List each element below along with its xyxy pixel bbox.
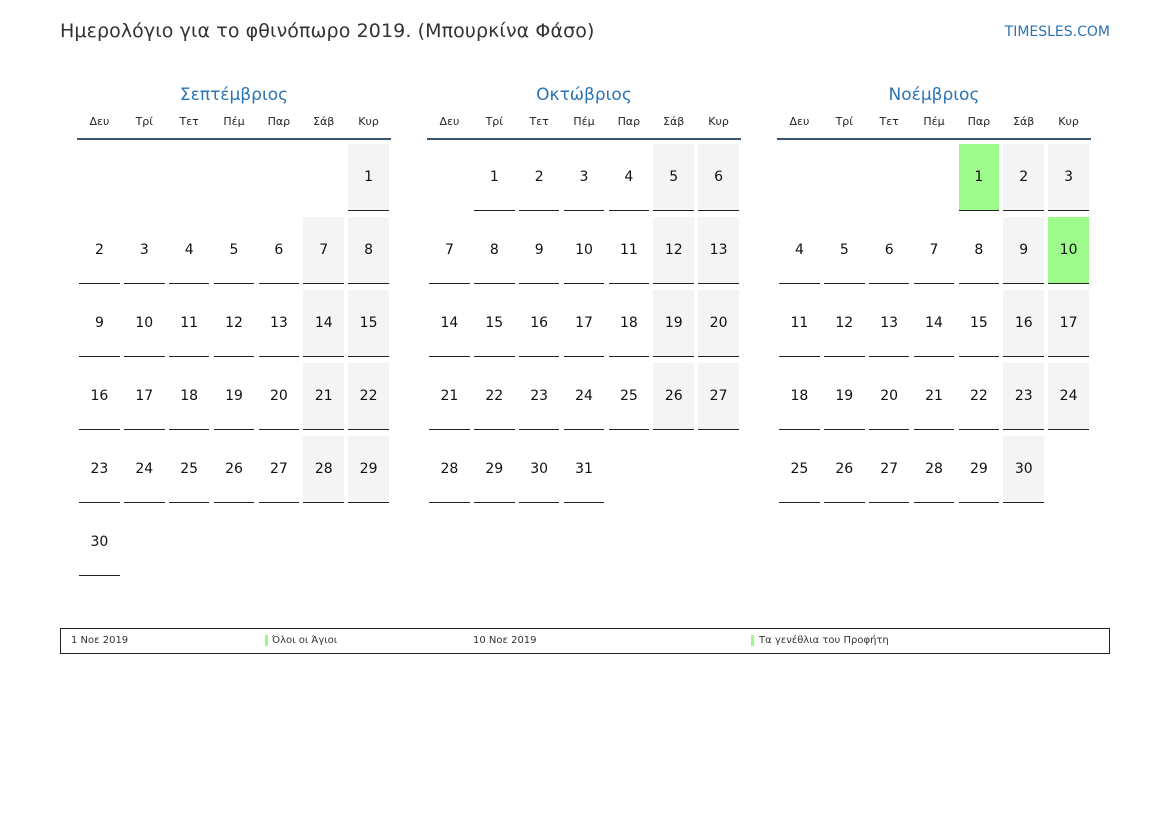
day-cell: 2	[79, 217, 119, 284]
weekday-label: Παρ	[267, 115, 291, 128]
day-cell: 6	[259, 217, 299, 284]
week-row	[427, 144, 741, 217]
weekday-label: Κυρ	[1058, 115, 1079, 128]
day-cell: 9	[519, 217, 559, 284]
day-cell: 17	[564, 290, 604, 357]
day-cell: 22	[348, 363, 388, 430]
month-name: Οκτώβριος	[536, 85, 632, 105]
day-cell: 2	[1003, 144, 1043, 211]
empty-day-cell	[653, 436, 693, 503]
day-cell: 14	[914, 290, 954, 357]
day-cell: 30	[79, 509, 119, 576]
empty-day-cell	[429, 144, 469, 211]
day-cell: 9	[1003, 217, 1043, 284]
month-grid	[427, 140, 741, 509]
week-row	[77, 144, 391, 217]
day-cell: 14	[429, 290, 469, 357]
day-cell: 31	[564, 436, 604, 503]
day-cell: 22	[474, 363, 514, 430]
day-cell: 6	[698, 144, 738, 211]
day-cell: 2	[519, 144, 559, 211]
month-grid	[777, 140, 1091, 509]
week-row	[77, 363, 391, 436]
empty-day-cell	[348, 509, 388, 576]
day-cell: 21	[914, 363, 954, 430]
empty-day-cell	[79, 144, 119, 211]
day-cell: 5	[214, 217, 254, 284]
day-cell: 26	[214, 436, 254, 503]
week-row	[427, 290, 741, 363]
day-cell: 23	[79, 436, 119, 503]
day-cell: 3	[564, 144, 604, 211]
day-cell: 16	[1003, 290, 1043, 357]
empty-day-cell	[303, 509, 343, 576]
month-november	[777, 84, 1091, 509]
empty-day-cell	[259, 144, 299, 211]
weekday-header	[427, 114, 741, 140]
weekday-label: Πέμ	[923, 115, 945, 128]
day-cell: 23	[1003, 363, 1043, 430]
day-cell: 10	[564, 217, 604, 284]
day-cell: 14	[303, 290, 343, 357]
day-cell: 8	[474, 217, 514, 284]
day-cell: 18	[609, 290, 649, 357]
day-cell: 29	[474, 436, 514, 503]
empty-day-cell	[869, 144, 909, 211]
legend-holiday-name: Όλοι οι Άγιοι	[272, 635, 338, 646]
week-row	[777, 290, 1091, 363]
month-grid	[77, 140, 391, 582]
day-cell: 30	[1003, 436, 1043, 503]
weekday-header	[77, 114, 391, 140]
day-cell: 25	[609, 363, 649, 430]
weekday-label: Δευ	[439, 115, 460, 128]
day-cell: 30	[519, 436, 559, 503]
empty-day-cell	[914, 144, 954, 211]
month-name: Σεπτέμβριος	[179, 85, 289, 105]
day-cell: 24	[564, 363, 604, 430]
empty-day-cell	[169, 144, 209, 211]
day-cell: 29	[348, 436, 388, 503]
holiday-color-marker	[265, 635, 268, 646]
day-cell: 20	[259, 363, 299, 430]
page-title: Ημερολόγιο για το φθινόπωρο 2019. (Μπουρκίνα Φάσο)	[60, 20, 595, 42]
day-cell: 12	[214, 290, 254, 357]
empty-day-cell	[124, 144, 164, 211]
legend-date: 10 Νοε 2019	[473, 635, 537, 646]
day-cell: 27	[869, 436, 909, 503]
weekday-label: Σάβ	[663, 115, 685, 128]
weekday-label: Τετ	[529, 115, 549, 128]
weekday-label: Πέμ	[573, 115, 595, 128]
day-cell: 13	[259, 290, 299, 357]
empty-day-cell	[779, 144, 819, 211]
empty-day-cell	[824, 144, 864, 211]
day-cell: 18	[779, 363, 819, 430]
day-cell: 1	[959, 144, 999, 211]
weekday-label: Σάβ	[1013, 115, 1035, 128]
day-cell: 21	[303, 363, 343, 430]
week-row	[427, 436, 741, 509]
day-cell: 7	[429, 217, 469, 284]
empty-day-cell	[124, 509, 164, 576]
day-cell: 15	[474, 290, 514, 357]
day-cell: 25	[779, 436, 819, 503]
day-cell: 26	[824, 436, 864, 503]
day-cell: 11	[169, 290, 209, 357]
day-cell: 6	[869, 217, 909, 284]
day-cell: 17	[124, 363, 164, 430]
day-cell: 21	[429, 363, 469, 430]
day-cell: 19	[653, 290, 693, 357]
day-cell: 18	[169, 363, 209, 430]
day-cell: 11	[609, 217, 649, 284]
day-cell: 4	[609, 144, 649, 211]
weekday-label: Τετ	[179, 115, 199, 128]
month-name: Νοέμβριος	[888, 85, 980, 105]
day-cell: 4	[779, 217, 819, 284]
day-cell: 28	[429, 436, 469, 503]
day-cell: 16	[519, 290, 559, 357]
empty-day-cell	[609, 436, 649, 503]
day-cell: 5	[824, 217, 864, 284]
week-row	[777, 363, 1091, 436]
day-cell: 17	[1048, 290, 1088, 357]
day-cell: 22	[959, 363, 999, 430]
day-cell: 24	[124, 436, 164, 503]
weekday-label: Δευ	[89, 115, 110, 128]
weekday-label: Παρ	[967, 115, 991, 128]
day-cell: 16	[79, 363, 119, 430]
month-october	[427, 84, 741, 509]
legend-holiday-name: Τα γενέθλια του Προφήτη	[759, 635, 889, 646]
day-cell: 10	[124, 290, 164, 357]
day-cell: 8	[959, 217, 999, 284]
day-cell: 25	[169, 436, 209, 503]
day-cell: 4	[169, 217, 209, 284]
day-cell: 23	[519, 363, 559, 430]
day-cell: 20	[698, 290, 738, 357]
empty-day-cell	[259, 509, 299, 576]
day-cell: 13	[698, 217, 738, 284]
day-cell: 12	[824, 290, 864, 357]
day-cell: 13	[869, 290, 909, 357]
day-cell: 10	[1048, 217, 1088, 284]
day-cell: 1	[348, 144, 388, 211]
weekday-label: Δευ	[789, 115, 810, 128]
week-row	[777, 217, 1091, 290]
holiday-legend	[60, 628, 1110, 654]
weekday-label: Παρ	[617, 115, 641, 128]
month-september	[77, 84, 391, 582]
weekday-label: Σάβ	[313, 115, 335, 128]
day-cell: 8	[348, 217, 388, 284]
day-cell: 12	[653, 217, 693, 284]
holiday-color-marker	[751, 635, 754, 646]
day-cell: 1	[474, 144, 514, 211]
week-row	[777, 436, 1091, 509]
day-cell: 11	[779, 290, 819, 357]
empty-day-cell	[1048, 436, 1088, 503]
day-cell: 3	[124, 217, 164, 284]
weekday-label: Κυρ	[708, 115, 729, 128]
empty-day-cell	[698, 436, 738, 503]
day-cell: 20	[869, 363, 909, 430]
empty-day-cell	[169, 509, 209, 576]
empty-day-cell	[214, 509, 254, 576]
week-row	[427, 363, 741, 436]
day-cell: 29	[959, 436, 999, 503]
weekday-label: Πέμ	[223, 115, 245, 128]
day-cell: 3	[1048, 144, 1088, 211]
empty-day-cell	[214, 144, 254, 211]
week-row	[77, 509, 391, 582]
day-cell: 27	[698, 363, 738, 430]
day-cell: 27	[259, 436, 299, 503]
day-cell: 24	[1048, 363, 1088, 430]
day-cell: 15	[348, 290, 388, 357]
day-cell: 19	[824, 363, 864, 430]
day-cell: 5	[653, 144, 693, 211]
day-cell: 19	[214, 363, 254, 430]
week-row	[777, 144, 1091, 217]
site-link[interactable]: TIMESLES.COM	[1004, 24, 1110, 40]
week-row	[77, 217, 391, 290]
day-cell: 26	[653, 363, 693, 430]
legend-date: 1 Νοε 2019	[71, 635, 129, 646]
weekday-label: Τρί	[835, 115, 853, 128]
weekday-label: Τετ	[879, 115, 899, 128]
empty-day-cell	[303, 144, 343, 211]
day-cell: 7	[303, 217, 343, 284]
weekday-header	[777, 114, 1091, 140]
day-cell: 9	[79, 290, 119, 357]
day-cell: 7	[914, 217, 954, 284]
weekday-label: Τρί	[135, 115, 153, 128]
day-cell: 28	[914, 436, 954, 503]
weekday-label: Τρί	[485, 115, 503, 128]
week-row	[427, 217, 741, 290]
day-cell: 15	[959, 290, 999, 357]
day-cell: 28	[303, 436, 343, 503]
weekday-label: Κυρ	[358, 115, 379, 128]
week-row	[77, 290, 391, 363]
week-row	[77, 436, 391, 509]
